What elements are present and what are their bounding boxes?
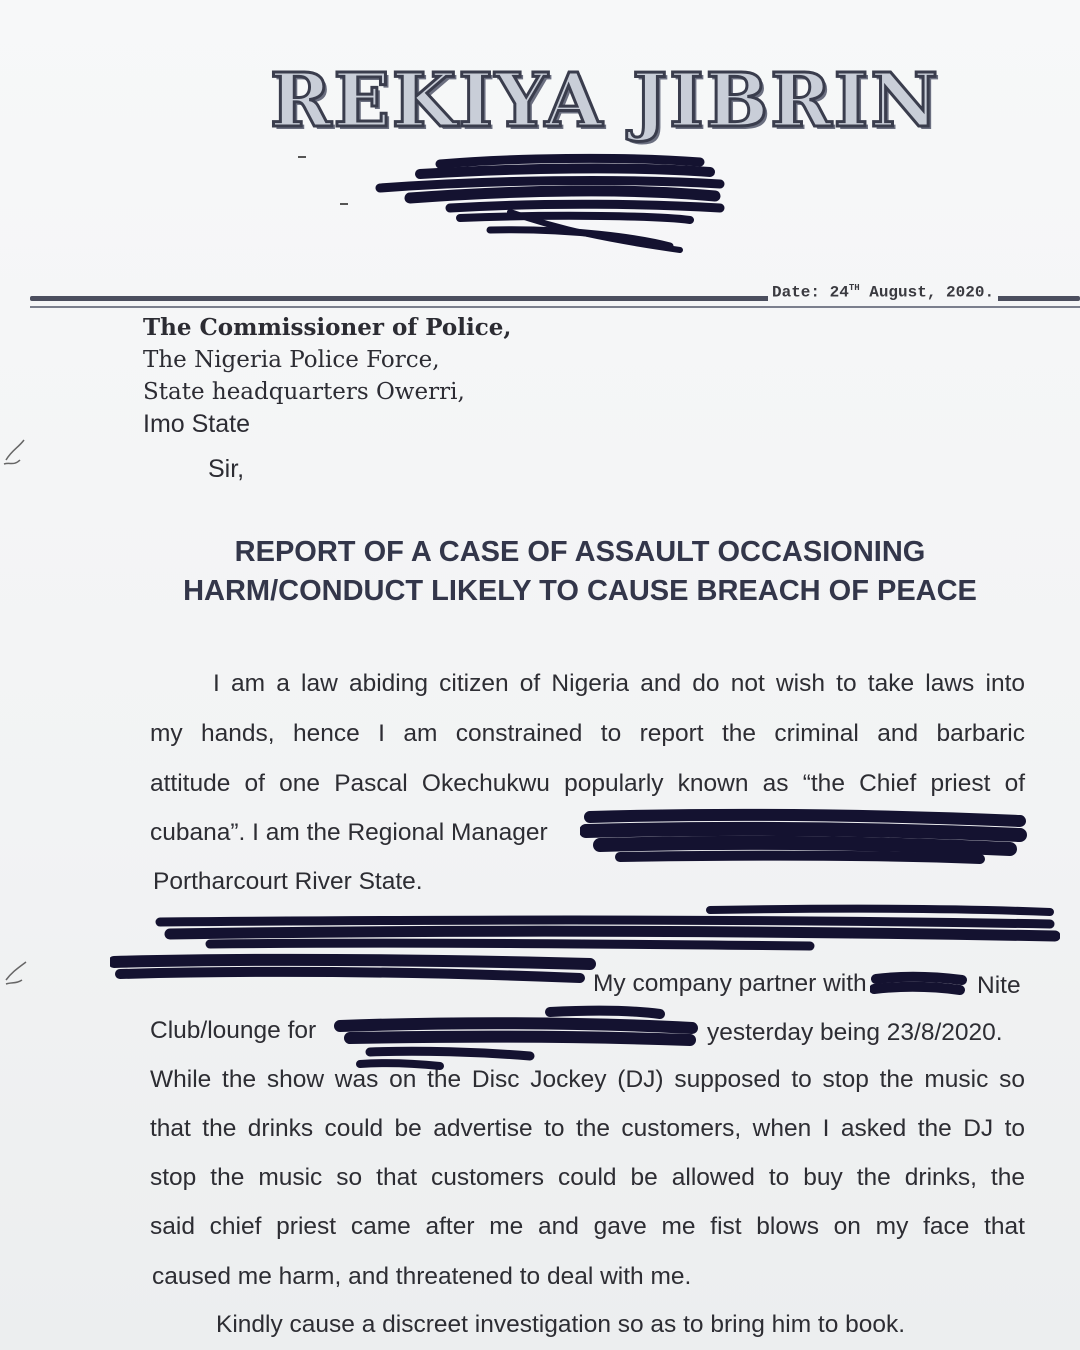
margin-squiggle (0, 950, 40, 1000)
paragraph-line: Portharcourt River State. (153, 868, 423, 895)
paragraph-line: that the drinks could be advertise to the customers, when I asked the DJ to (150, 1115, 1025, 1142)
recipient-line: State headquarters Owerri, (143, 379, 465, 405)
subject-line: REPORT OF A CASE OF ASSAULT OCCASIONING (234, 536, 926, 568)
paragraph-line: My company partner with (593, 970, 867, 997)
paragraph-line: attitude of one Pascal Okechukwu popularly known as “the Chief priest of (150, 770, 1025, 797)
salutation: Sir, (208, 455, 245, 483)
letter-date: Date: 24TH August, 2020. (768, 283, 998, 301)
header-rule-thin (30, 306, 1080, 308)
stray-mark (298, 156, 306, 158)
margin-squiggle (0, 420, 40, 480)
paragraph-line: said chief priest came after me and gave me fist blows on my face that (150, 1213, 1025, 1240)
paragraph-line: Club/lounge for (150, 1017, 317, 1044)
redacted-event-scribble (330, 1002, 700, 1072)
paragraph-line: Nite (977, 972, 1021, 999)
recipient-address (143, 312, 511, 440)
paragraph-line: caused me harm, and threatened to deal with me. (152, 1263, 692, 1290)
stray-mark (340, 203, 348, 205)
subject-line: HARM/CONDUCT LIKELY TO CAUSE BREACH OF PEACE (183, 575, 977, 607)
letterhead-name: REKIYA JIBRIN (270, 58, 941, 144)
paragraph-line: Kindly cause a discreet investigation so as to bring him to book. (216, 1311, 906, 1338)
subject-heading (120, 533, 1040, 611)
redacted-address-scribble (370, 150, 740, 260)
paragraph-line: stop the music so that customers could be allowed to buy the drinks, the (150, 1164, 1025, 1191)
redacted-club-name-scribble (870, 970, 970, 998)
paragraph-line: yesterday being 23/8/2020. (707, 1019, 1003, 1046)
recipient-line: The Commissioner of Police, (143, 314, 512, 341)
recipient-line: Imo State (143, 410, 250, 438)
paragraph-line: While the show was on the Disc Jockey (DJ) supposed to stop the music so (150, 1066, 1025, 1093)
paragraph-line: my hands, hence I am constrained to report the criminal and barbaric (150, 720, 1025, 747)
paragraph-line: I am a law abiding citizen of Nigeria and do not wish to take laws into (213, 670, 1025, 697)
recipient-line: The Nigeria Police Force, (143, 347, 440, 373)
redacted-company-scribble (580, 805, 1030, 865)
paragraph-line: cubana”. I am the Regional Manager (150, 819, 548, 846)
